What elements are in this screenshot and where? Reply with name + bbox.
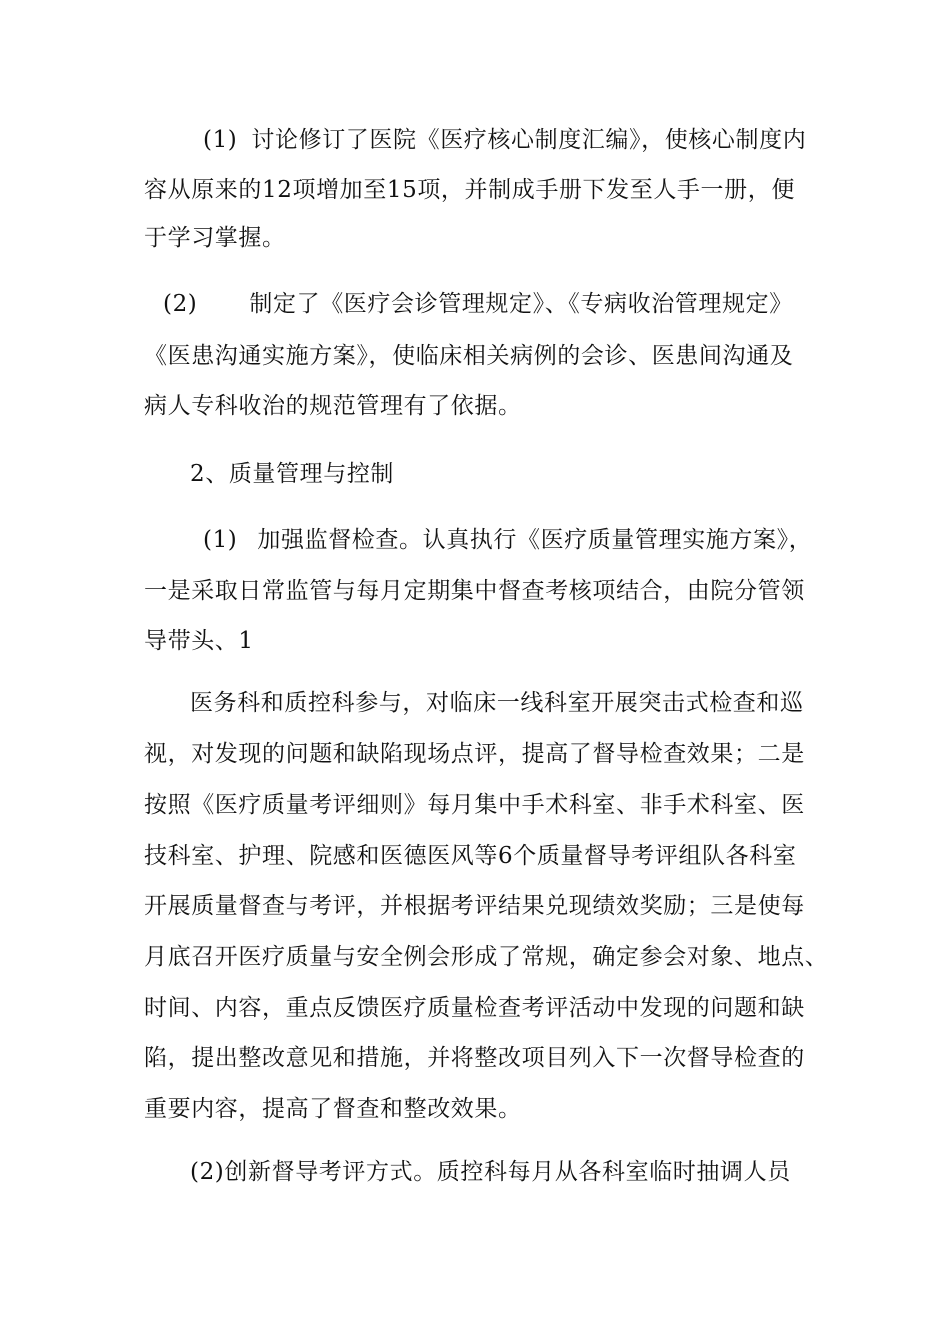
paragraph-text: 制定了《医疗会诊管理规定》、《专病收治管理规定》: [249, 291, 793, 317]
paragraph-3-line: 导带头、1: [144, 628, 254, 654]
paragraph-2-line: 病人专科收治的规范管理有了依据。: [144, 393, 522, 419]
list-marker: (2): [163, 291, 198, 317]
paragraph-4-line: 视，对发现的问题和缺陷现场点评，提高了督导检查效果；二是: [144, 741, 805, 767]
paragraph-4-first-line: 医务科和质控科参与，对临床一线科室开展突击式检查和巡: [190, 690, 804, 716]
list-marker: (1): [203, 127, 238, 153]
paragraph-text: 创新督导考评方式。质控科每月从各科室临时抽调人员: [224, 1159, 791, 1185]
paragraph-4-line: 重要内容，提高了督查和整改效果。: [144, 1096, 522, 1122]
paragraph-5-first-line: [190, 1156, 791, 1188]
paragraph-4-line: 月底召开医疗质量与安全例会形成了常规，确定参会对象、地点、: [144, 944, 829, 970]
paragraph-3-line: 一是采取日常监管与每月定期集中督查考核项结合，由院分管领: [144, 578, 805, 604]
paragraph-2-first-line: [163, 288, 793, 320]
paragraph-4-line: 按照《医疗质量考评细则》每月集中手术科室、非手术科室、医: [144, 792, 805, 818]
list-marker: (1): [203, 527, 238, 553]
list-marker: (2): [190, 1159, 225, 1185]
paragraph-1-line: 于学习掌握。: [144, 225, 286, 251]
paragraph-4-line: 陷，提出整改意见和措施，并将整改项目列入下一次督导检查的: [144, 1045, 805, 1071]
paragraph-1-line: 容从原来的12项增加至15项，并制成手册下发至人手一册，便: [144, 177, 795, 203]
paragraph-3-first-line: [203, 524, 812, 556]
paragraph-4-line: 时间、内容，重点反馈医疗质量检查考评活动中发现的问题和缺: [144, 995, 805, 1021]
paragraph-4-line: 开展质量督查与考评，并根据考评结果兑现绩效奖励；三是使每: [144, 893, 805, 919]
section-heading: 2、质量管理与控制: [190, 461, 395, 487]
paragraph-text: 加强监督检查。认真执行《医疗质量管理实施方案》，: [257, 527, 813, 553]
paragraph-2-line: 《医患沟通实施方案》，使临床相关病例的会诊、医患间沟通及: [144, 343, 794, 369]
paragraph-4-line: 技科室、护理、院感和医德医风等6个质量督导考评组队各科室: [144, 843, 797, 869]
paragraph-text: 讨论修订了医院《医疗核心制度汇编》，使核心制度内: [251, 127, 807, 153]
paragraph-1-first-line: [203, 124, 806, 156]
